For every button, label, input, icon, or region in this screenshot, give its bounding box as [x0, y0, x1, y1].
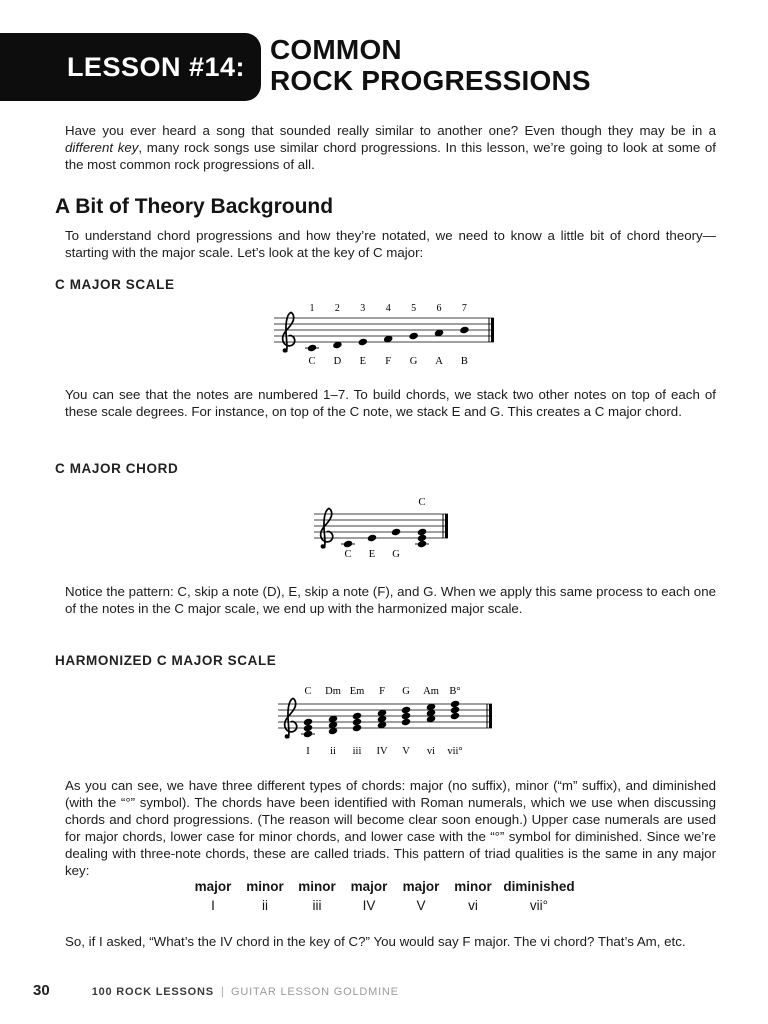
quality-cell: minor	[298, 879, 336, 894]
svg-text:1: 1	[309, 303, 315, 314]
svg-text:4: 4	[385, 303, 391, 314]
lesson-number-box	[0, 33, 261, 101]
theory-section-heading: A Bit of Theory Background	[55, 195, 334, 218]
intro-text-1: Have you ever heard a song that sounded really similar to another one? Even though they may be in a	[65, 123, 716, 138]
svg-text:G: G	[392, 549, 400, 560]
svg-text:F: F	[385, 356, 392, 367]
intro-paragraph	[65, 122, 716, 173]
title-line-2: ROCK PROGRESSIONS	[270, 65, 591, 96]
c-major-chord-notation	[312, 494, 452, 566]
svg-text:6: 6	[436, 303, 442, 314]
footer-separator: |	[220, 984, 225, 998]
c-major-scale-notation	[272, 301, 497, 373]
svg-text:A: A	[435, 356, 443, 367]
svg-text:V: V	[402, 746, 410, 757]
quality-cell: diminished	[503, 879, 575, 894]
svg-text:Am: Am	[423, 686, 439, 697]
quality-cell: major	[402, 879, 440, 894]
harmonized-scale-notation	[276, 680, 496, 760]
svg-text:7: 7	[461, 303, 467, 314]
numeral-cell: vii°	[529, 898, 549, 913]
lesson-number-label: LESSON #14:	[66, 51, 245, 82]
quality-cell: major	[194, 879, 232, 894]
svg-text:Em: Em	[349, 686, 365, 697]
triad-quality-table	[187, 879, 579, 913]
theory-paragraph: To understand chord progressions and how they’re notated, we need to know a little bit of chord theory—starting with the major scale. Let’s look at the key of C major:	[65, 228, 716, 260]
quiz-paragraph: So, if I asked, “What’s the IV chord in the key of C?” You would say F major. The vi chord? That’s Am, etc.	[65, 934, 686, 949]
quality-cell: minor	[454, 879, 492, 894]
book-title: 100 ROCK LESSONS	[91, 986, 214, 998]
svg-text:B: B	[460, 356, 468, 367]
svg-text:C: C	[344, 549, 352, 560]
svg-text:F: F	[379, 686, 385, 697]
svg-text:G: G	[402, 686, 410, 697]
triads-paragraph: As you can see, we have three different types of chords: major (no suffix), minor (“m” suffix), and diminished (with the “°” symbol). The chords have been identified with Roman numerals, which we use when discussing chords and chord progressions. (The reason will become clear soon enough.) Upper case numerals are used for major chords, lower case for minor chords, and lower case with the “°” symbol for diminished. Since we’re dealing with three-note chords, these are called triads. This pattern of triad qualities is the same in any major key:	[65, 778, 716, 878]
numeral-cell: ii	[262, 898, 268, 913]
svg-text:IV: IV	[376, 746, 388, 757]
svg-text:C: C	[304, 686, 312, 697]
svg-text:3: 3	[360, 303, 366, 314]
series-title: GUITAR LESSON GOLDMINE	[231, 986, 399, 998]
svg-text:E: E	[359, 356, 367, 367]
svg-text:C: C	[308, 356, 316, 367]
svg-text:C: C	[418, 496, 426, 508]
numeral-cell: vi	[468, 898, 478, 913]
harmonized-scale-heading: HARMONIZED C MAJOR SCALE	[55, 653, 277, 668]
svg-text:G: G	[409, 356, 418, 367]
numeral-row	[187, 898, 579, 913]
page-number: 30	[33, 982, 50, 999]
svg-text:vi: vi	[426, 746, 436, 757]
svg-text:5: 5	[411, 303, 417, 314]
svg-text:E: E	[368, 549, 376, 560]
svg-text:I: I	[306, 746, 310, 757]
title-line-1: COMMON	[270, 34, 402, 65]
svg-text:B°: B°	[449, 686, 461, 697]
svg-text:Dm: Dm	[325, 686, 341, 697]
c-major-chord-heading: C MAJOR CHORD	[55, 461, 179, 476]
intro-italic-phrase: different key	[65, 140, 139, 155]
quality-cell: major	[350, 879, 388, 894]
build-chords-paragraph: You can see that the notes are numbered 1–7. To build chords, we stack two other notes on top of each of these scale degrees. For instance, on top of the C note, we stack E and G. This creates a C major chord.	[65, 387, 716, 419]
svg-text:iii: iii	[352, 746, 362, 757]
numeral-cell: iii	[312, 898, 322, 913]
quality-row	[187, 879, 579, 894]
svg-text:ii: ii	[330, 746, 336, 757]
page-title	[270, 34, 591, 96]
numeral-cell: I	[211, 898, 215, 913]
page-footer	[33, 982, 399, 999]
quality-cell: minor	[246, 879, 284, 894]
svg-text:D: D	[333, 356, 342, 367]
pattern-paragraph: Notice the pattern: C, skip a note (D), E, skip a note (F), and G. When we apply this same process to each one of the notes in the C major scale, we end up with the harmonized major scale.	[65, 584, 716, 616]
svg-text:vii°: vii°	[447, 746, 463, 757]
c-major-scale-heading: C MAJOR SCALE	[55, 277, 175, 292]
numeral-cell: IV	[362, 898, 376, 913]
svg-text:2: 2	[334, 303, 340, 314]
numeral-cell: V	[416, 898, 426, 913]
intro-text-2: , many rock songs use similar chord progressions. In this lesson, we’re going to look at some of the most common rock progressions of all.	[65, 140, 716, 172]
